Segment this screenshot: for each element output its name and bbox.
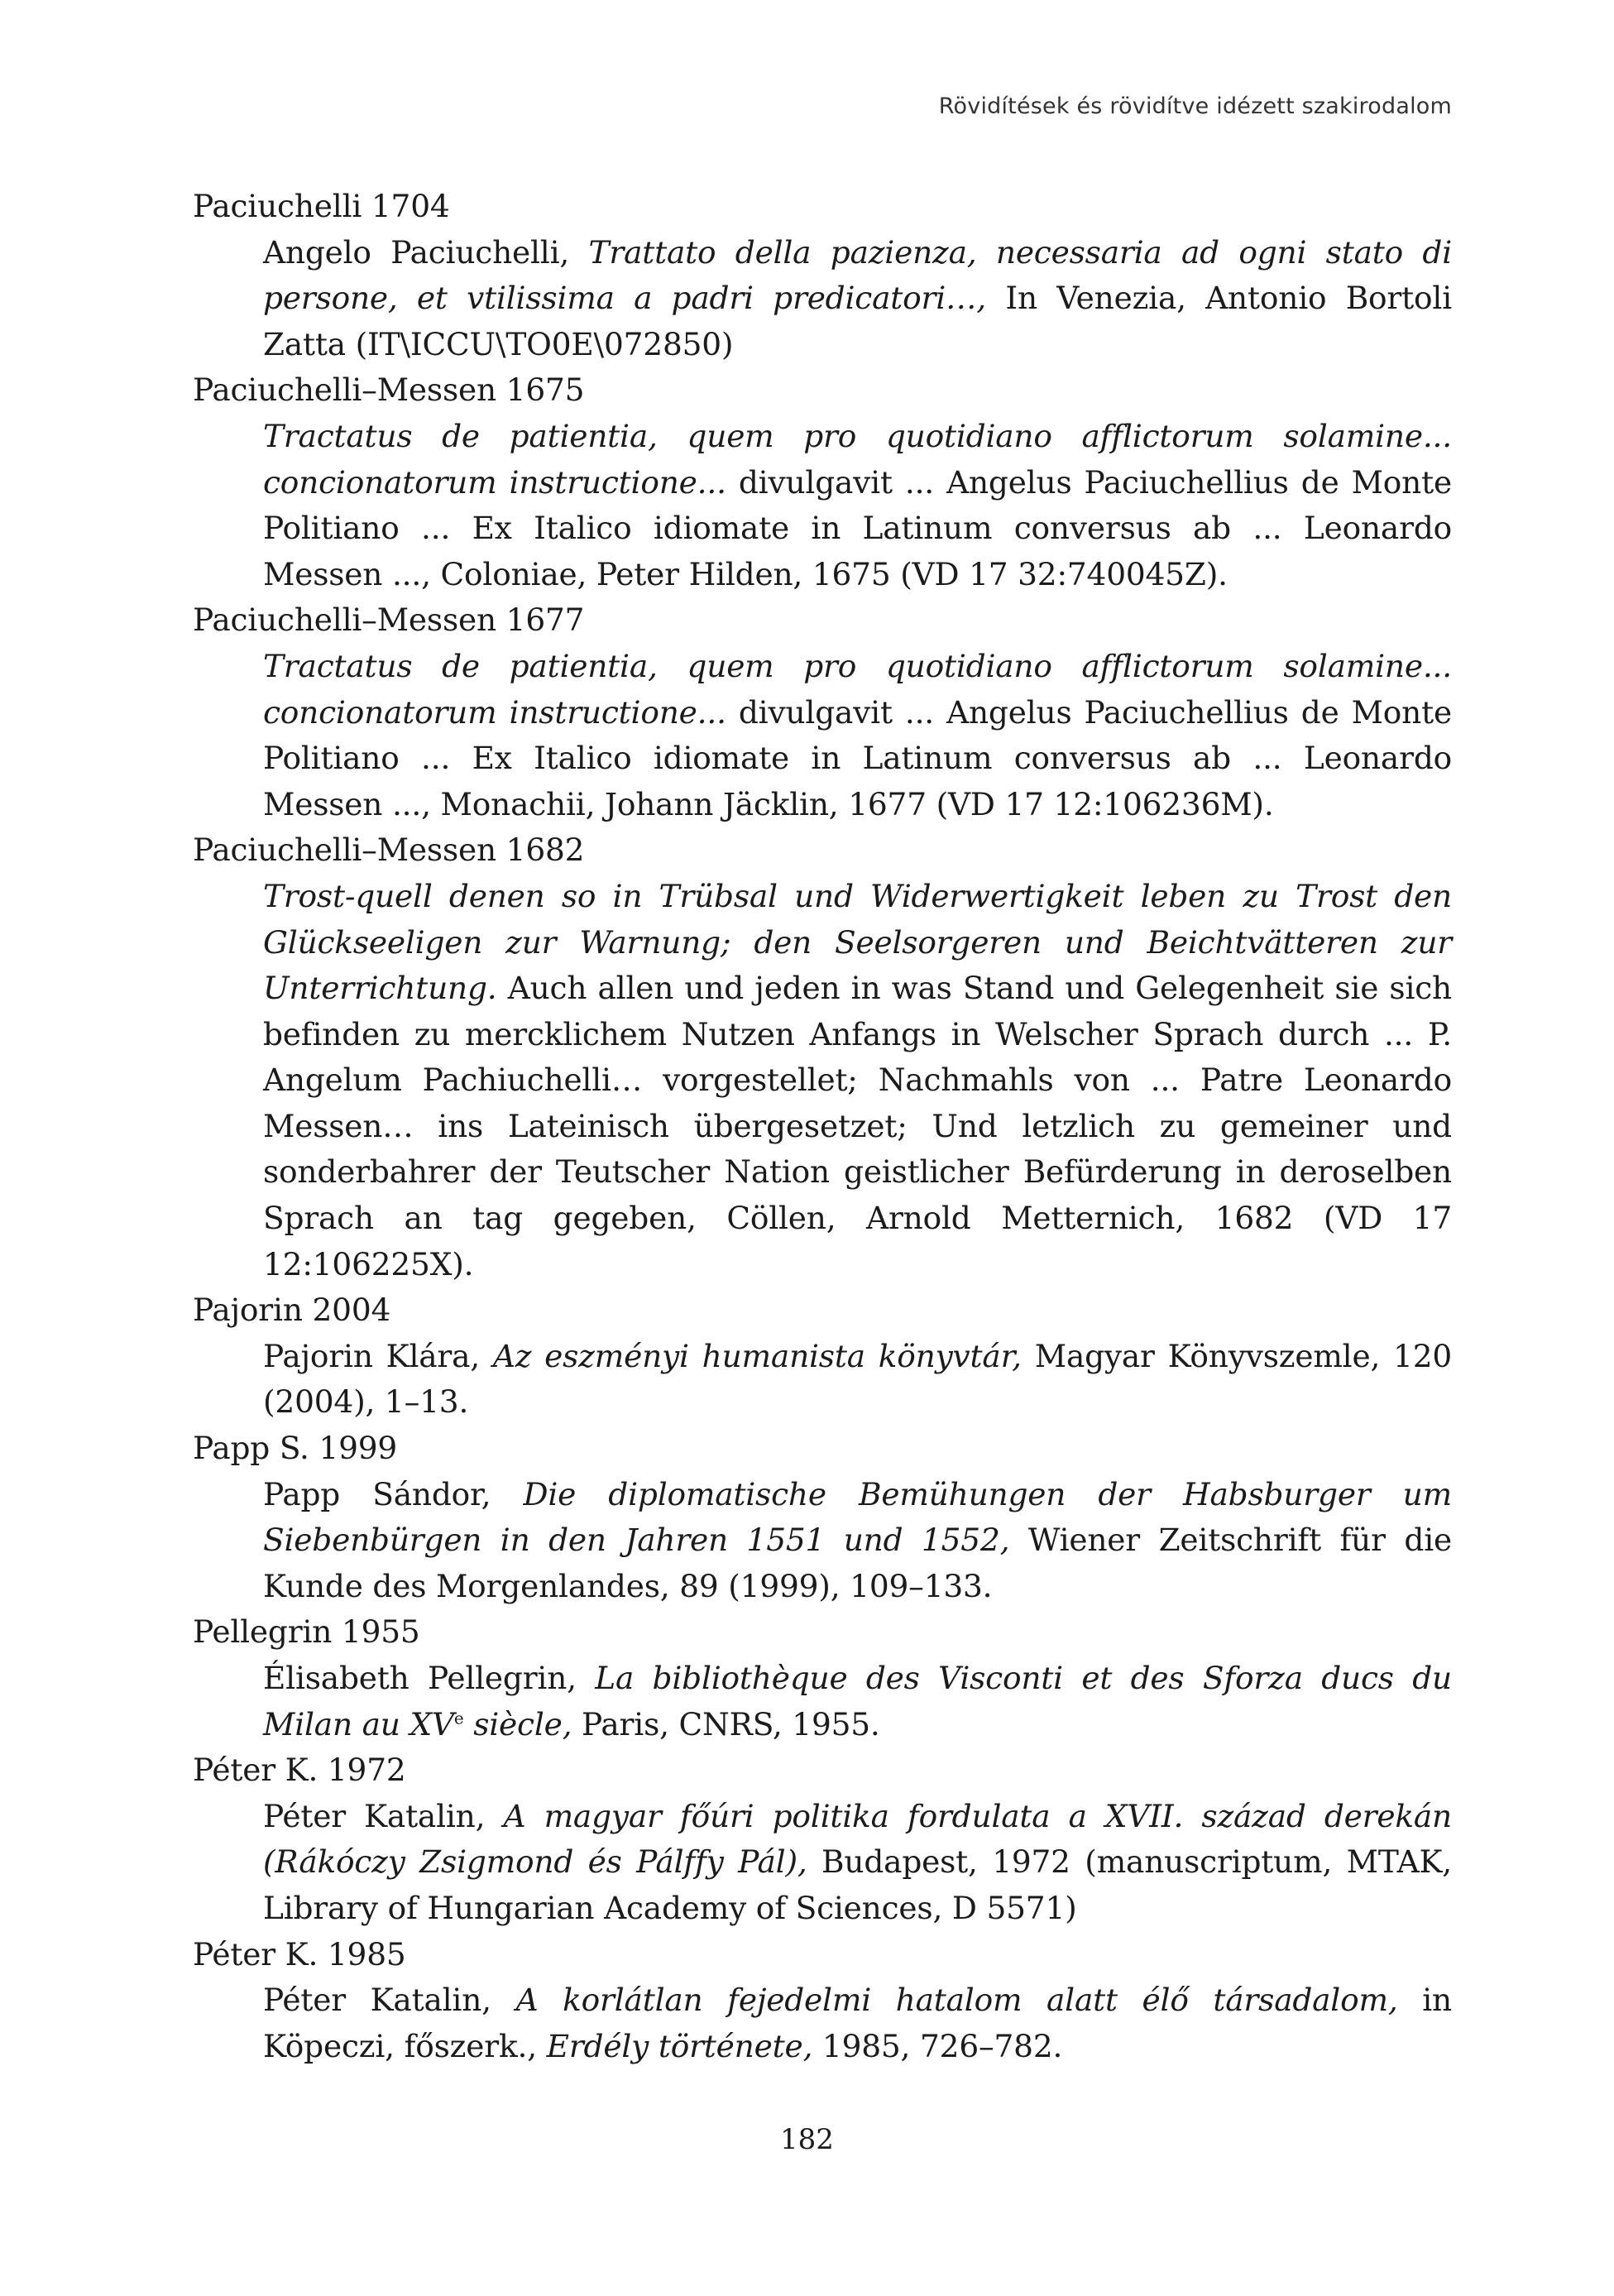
italic-title: siècle, bbox=[463, 1705, 572, 1742]
italic-title: A korlátlan fejedelmi hatalom alatt élő társadalom, bbox=[515, 1982, 1398, 2019]
bibliography-entry bbox=[193, 367, 1462, 597]
italic-title: A magyar főúri politika fordulata a XVII. század derekán (Rákóczy Zsigmond és Pálffy Pál), bbox=[263, 1797, 1452, 1881]
bibliography-entry bbox=[193, 1747, 1462, 1931]
reference-text: 1985, 726–782. bbox=[812, 2027, 1063, 2064]
entry-key: Pajorin 2004 bbox=[193, 1292, 391, 1329]
reference-text: Péter Katalin, bbox=[263, 1982, 516, 2019]
entry-reference bbox=[263, 874, 1462, 1287]
bibliography-entry bbox=[193, 1426, 1462, 1609]
entry-key: Péter K. 1985 bbox=[193, 1935, 406, 1972]
reference-text: divulgavit ... Angelus Paciuchellius de Monte Politiano ... Ex Italico idiomate in Latinum conversus ab ... Leonardo Messen ..., Monachii, Johann Jäcklin, 1677 (VD 17 12:106236M). bbox=[263, 693, 1462, 822]
entry-reference bbox=[263, 414, 1462, 597]
running-title: Rövidítések és rövidítve idézett szakirodalom bbox=[938, 93, 1452, 119]
italic-title: Die diplomatische Bemühungen der Habsburger um Siebenbürgen in den Jahren 1551 und 1552, bbox=[263, 1475, 1452, 1559]
reference-text: Angelo Paciuchelli, bbox=[263, 233, 589, 271]
bibliography-entry bbox=[193, 1287, 1462, 1426]
reference-text: In Venezia, Antonio Bortoli Zatta (IT\ICCU\TO0E\072850) bbox=[263, 280, 1462, 362]
entry-reference bbox=[263, 1334, 1462, 1426]
bibliography-list bbox=[193, 184, 1462, 2069]
superscript: e bbox=[453, 1708, 464, 1728]
entry-reference bbox=[263, 1977, 1462, 2069]
reference-text: Péter Katalin, bbox=[263, 1797, 504, 1834]
italic-title: Trost-quell denen so in Trübsal und Widerwertigkeit leben zu Trost den Glückseeligen zur Warnung; den Seelsorgeren und Beichtvätteren zur Unterrichtung. bbox=[263, 877, 1452, 1007]
bibliography-entry bbox=[193, 184, 1462, 367]
reference-text: Wiener Zeitschrift für die Kunde des Morgenlandes, 89 (1999), 109–133. bbox=[263, 1522, 1462, 1604]
entry-key: Pellegrin 1955 bbox=[193, 1613, 420, 1651]
italic-title: Tractatus de patientia, quem pro quotidiano afflictorum solamine... concionatorum instructione... bbox=[263, 647, 1452, 731]
italic-title: Erdély története, bbox=[546, 2027, 813, 2064]
entry-key: Péter K. 1972 bbox=[193, 1752, 406, 1789]
bibliography-entry bbox=[193, 1932, 1462, 2070]
entry-reference bbox=[263, 230, 1462, 368]
italic-title: La bibliothèque des Visconti et des Sforza ducs du Milan au XV bbox=[263, 1660, 1453, 1742]
reference-text: Papp Sándor, bbox=[263, 1475, 524, 1512]
italic-title: Tractatus de patientia, quem pro quotidiano afflictorum solamine... concionatorum instructione... bbox=[263, 417, 1452, 501]
entry-key: Papp S. 1999 bbox=[193, 1430, 398, 1467]
entry-key: Paciuchelli 1704 bbox=[193, 188, 450, 224]
reference-text: Élisabeth Pellegrin, bbox=[263, 1660, 596, 1696]
reference-text: Magyar Könyvszemle, 120 (2004), 1–13. bbox=[263, 1337, 1462, 1421]
entry-reference bbox=[263, 644, 1462, 827]
entry-key: Paciuchelli–Messen 1682 bbox=[193, 832, 585, 869]
bibliography-entry bbox=[193, 597, 1462, 827]
entry-key: Paciuchelli–Messen 1675 bbox=[193, 371, 585, 409]
reference-text: Pajorin Klára, bbox=[263, 1337, 493, 1374]
entry-reference bbox=[263, 1794, 1462, 1932]
reference-text: Paris, CNRS, 1955. bbox=[572, 1705, 880, 1742]
entry-key: Paciuchelli–Messen 1677 bbox=[193, 602, 585, 639]
reference-text: Auch allen und jeden in was Stand und Gelegenheit sie sich befinden zu mercklichem Nutzen Anfangs in Welscher Sprach durch ... P. Angelum Pachiuchelli… vorgestellet; Nachmahls von ... Patre Leonardo Messen… ins Lateinisch übergesetzet; Und letzlich zu gemeiner und sonderbahrer der Teutscher Nation geistlicher Befürderung in deroselben Sprach an tag gegeben, Cöllen, Arnold Metternich, 1682 (VD 17 12:106225X). bbox=[263, 970, 1462, 1282]
entry-reference bbox=[263, 1472, 1462, 1610]
italic-title: Trattato della pazienza, necessaria ad ogni stato di persone, et vtilissima a padri predicatori…, bbox=[263, 233, 1452, 317]
reference-text: Budapest, 1972 (manuscriptum, MTAK, Library of Hungarian Academy of Sciences, D 5571) bbox=[263, 1843, 1462, 1926]
italic-title: Az eszményi humanista könyvtár, bbox=[492, 1337, 1022, 1374]
bibliography-entry bbox=[193, 1609, 1452, 1747]
page-number: 182 bbox=[780, 2123, 834, 2156]
reference-text: in Köpeczi, főszerk., bbox=[263, 1982, 1462, 2064]
reference-text: divulgavit ... Angelus Paciuchellius de Monte Politiano ... Ex Italico idiomate in Latinum conversus ab ... Leonardo Messen ..., Coloniae, Peter Hilden, 1675 (VD 17 32:740045Z). bbox=[263, 463, 1462, 592]
entry-reference bbox=[263, 1656, 1452, 1747]
bibliography-entry bbox=[193, 827, 1462, 1287]
